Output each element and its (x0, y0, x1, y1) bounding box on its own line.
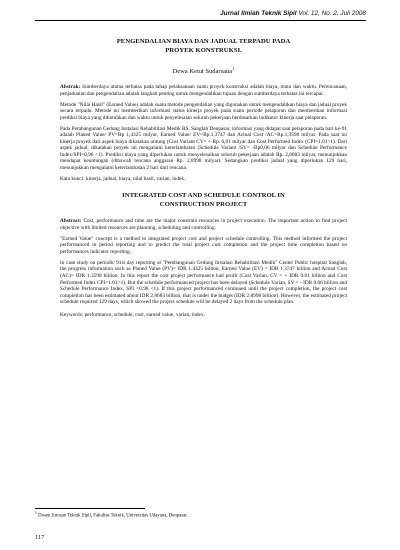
title-indonesian (60, 38, 347, 55)
author (60, 66, 347, 75)
title-english-line2: CONSTRUCTION PROJECT (159, 200, 248, 208)
title-indonesian-line1: PENGENDALIAN BIAYA DAN JADUAL TERPADU PADA (116, 38, 291, 45)
volume-issue: Vol. 12, No. 2, Juli 2008 (298, 10, 366, 17)
footnote-rule (35, 508, 145, 509)
author-name: Dewa Ketut Sudarsana (172, 68, 233, 76)
abstract-keywords: Keywords: performance, schedule, cost, earned value, varian, index. (60, 311, 205, 318)
abstrak-paragraph-1 (60, 84, 347, 97)
abstract-paragraph-2: "Earned Value" concept is a method to integrated project cost and project schedule controlling. This method informed the project performanced in period reporting and to predict the total project cost completion and the project time completion based on performances indicator reporting. (60, 235, 347, 255)
abstrak-keywords: Kata kunci: kinerja, jadual, biaya, nilai hasil, varian, indek. (60, 175, 186, 182)
article-body (60, 38, 347, 323)
footnote-text: Dosen Jurusan Teknik Sipil, Fakultas Teknik, Universitas Udayana, Denpasar. (38, 513, 188, 519)
page-number: 117 (35, 534, 45, 541)
title-english-line1: INTEGRATED COST AND SCHEDULE CONTROL IN (122, 192, 285, 200)
author-footnote-mark: 1 (232, 66, 235, 71)
abstrak-paragraph-2: Metode "Nilai Hasil" (Earned Value) adalah suatu metode pengendalian yang digunakan untuk mengendalikan biaya dan jadual proyek secara terpadu. Metode ini memberikan informasi status kinerja proyek pada suatu periode pelaporan dan memberikan informasi prediksi biaya yang dibutuhkan dan waktu untuk penyelesaian seluruh pekerjaan berdasarkan indikator kinerja saat pelaporan. (60, 101, 347, 121)
footnote-mark: 1 (35, 511, 37, 515)
header-rule (35, 20, 366, 21)
journal-name: Jurnal Ilmiah Teknik Sipil (220, 10, 297, 17)
abstrak-paragraph-3: Pada Pembangunan Gedung Instalasi Rehabilitasi Medik RS. Sanglah Denpasar, informasi yang didapat saat pelaporan pada hari ke-91 adalah Planed Value/ PV=Rp 1,4325 milyar, Earned Value/ EV=Rp.1,3747 dan Actual Cost /AC=Rp.1,3598 milyar. Pada saat ini kinerja proyek dari aspek biaya dikatakan untung (Cost Variant CV= + Rp. 0,01 milyar dan Cost Performed Index (CPI=1,01>1). Dari aspek jadual, dikatakan proyek ini mengalami keterlambatan (Schedule Variant /SV= -Rp0,06 milyar dan Schedule Performance Index/SPI=0,96 <1). Prediksi biaya yang diperlukan untuk menyelesaikan seluruh pekerjaan adalah Rp. 2,8683 milyar, menunjukkan mendapat keuntungan (dibawah rencana anggaran Rp. 2,8998 milyar). Sedangkan prediksi jadual yang diperlukan 129 hari, menunjukkan mengalami keterlambatan 2 hari dari rencana. (60, 125, 347, 172)
abstract-label: Abstract: (60, 218, 82, 225)
abstrak-text-1: Sumberdaya utama terbatas pada tahap pelaksanaan suatu proyek konstruksi adalah biaya, mutu dan waktu. Perencanaan, penjadualan dan pengendalian adalah langkah penting untuk mengendalikan tujuan dengan sumberdaya terbatas ini tercapai. (60, 84, 348, 97)
journal-header (220, 10, 366, 17)
abstrak-label: Abstrak: (60, 84, 81, 91)
abstract-paragraph-1 (60, 218, 347, 231)
abstract-text-1: Cost, performance and time are the major constrain resources in project execution. The important action to find project objective with limited resources are planning, scheduling and controlling. (60, 218, 348, 232)
abstract-paragraph-3: In case study on periodic 91st day reporting at "Pembangunan Gedung Instalasi Rehabilitasi Medik" Center Public hospital Sanglah, the progress information such as Planed Value (PV)= IDR 1.4325 billion, Earned Value (EV) = IDR 1.3747 billion and Actual Cost (AC)= IDR 1.3598 billion. In this report the cost project performance had profit (Cost Varian, CV = + IDR 0.01 billion and Cost Performed Index CPI=1.01>1). But the schedule performanced project has been delayed (Schedule Varian, SV = - IDR 0.06 billion and Schedule Performance Index, SPI =0.96 <1). If this project performanced continued until the project completion, the project cost completion has been estimated about IDR 2.8683 billion, that is under the budget (IDR 2.8998 billion). However, the estimated project schedule required 129 days, which showed the project schedule will be delayed 2 days from the schedule plan. (60, 259, 347, 306)
title-indonesian-line2: PROYEK KONSTRUKSI. (165, 46, 242, 54)
footnote (35, 511, 188, 519)
title-english (60, 192, 347, 209)
